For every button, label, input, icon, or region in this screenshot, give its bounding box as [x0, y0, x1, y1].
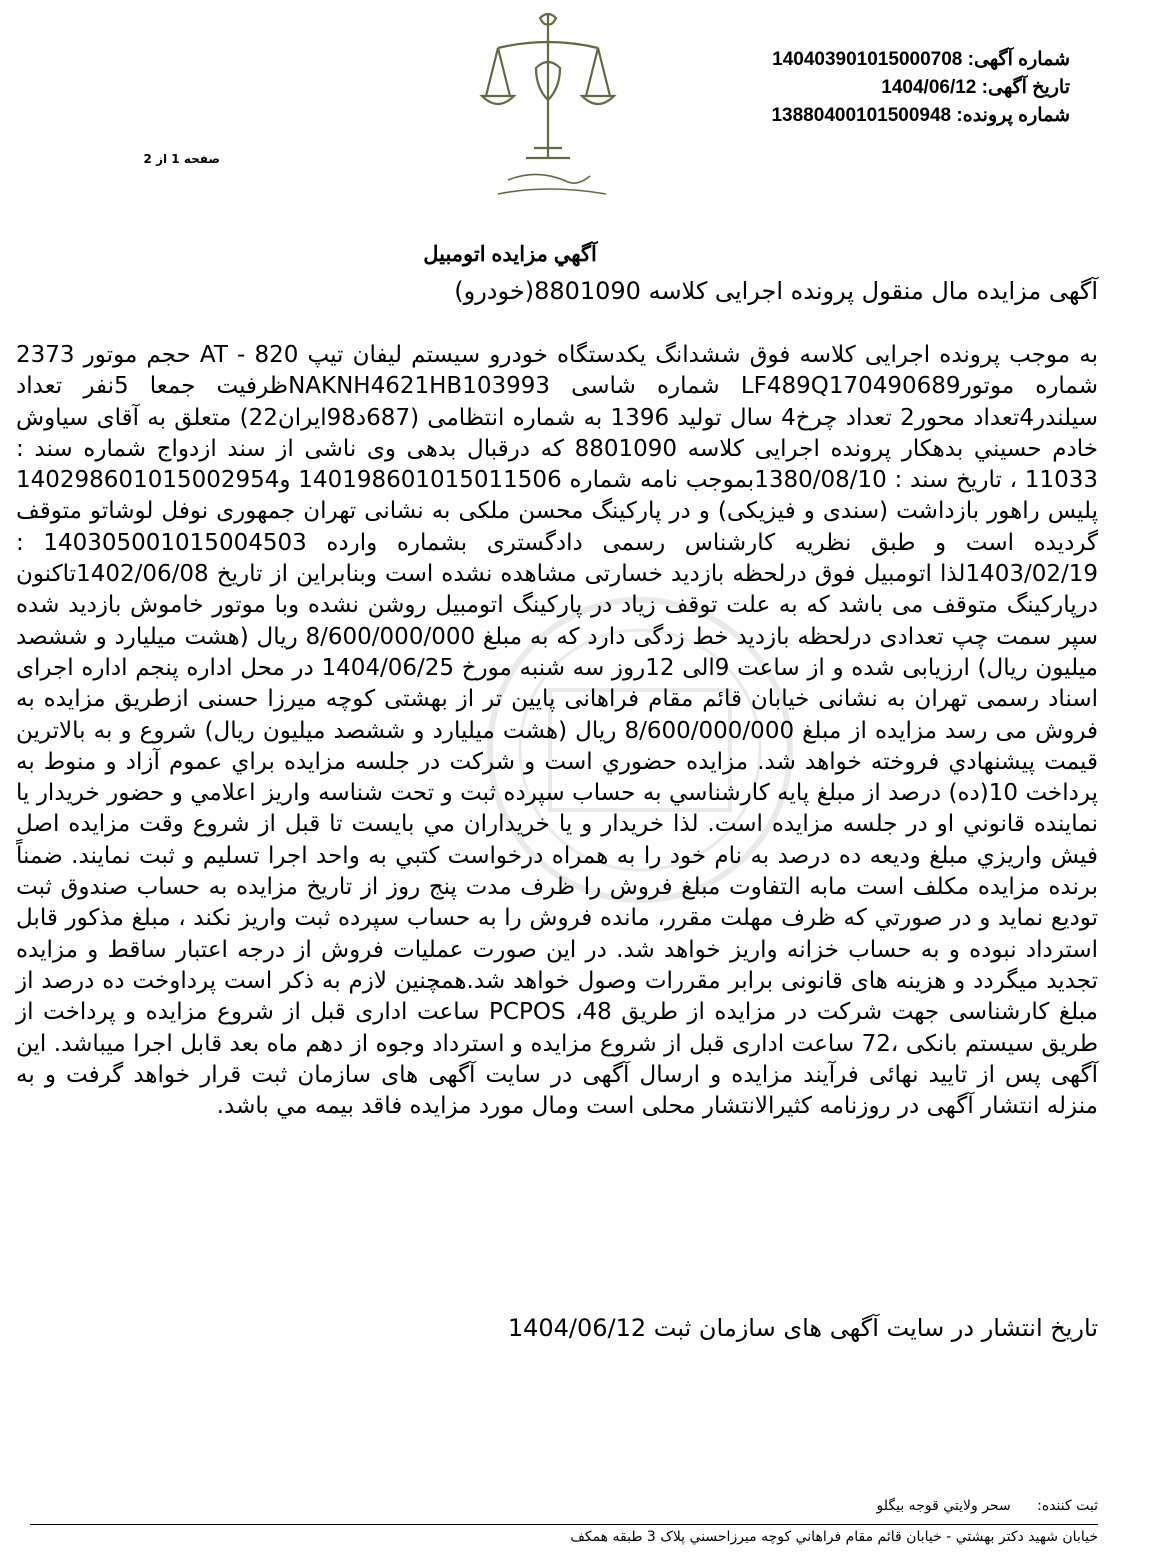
notice-subtitle: آگهی مزایده مال منقول پرونده اجرایی کلاسه 8801090(خودرو)	[454, 277, 1098, 305]
file-number-row	[600, 102, 1070, 130]
notice-number: 140403901015000708	[772, 49, 963, 70]
notice-date-label: تاریخ آگهی:	[981, 77, 1070, 98]
footer-divider	[30, 1524, 1098, 1525]
notice-date: 1404/06/12	[881, 77, 977, 98]
notice-body: به موجب پرونده اجرایی کلاسه فوق ششدانگ یکدستگاه خودرو سیستم لیفان تیپ 820 - AT حجم موتور 2373 شماره موتورLF489Q170490689 شماره شاسی NAKNH4621HB103993ظرفیت جمعا 5نفر تعداد سیلندر4تعداد محور2 تعداد چرخ4 سال تولید 1396 به شماره انتظامی (687د98ایران22) متعلق به آقای سیاوش خادم حسيني بدهکار پرونده اجرایی کلاسه 8801090 که درقبال بدهی وی ناشی از سند ازدواج شماره سند : 11033 ، تاریخ سند : 1380/08/10بموجب نامه شماره 140198601015011506 و140298601015002954 پلیس راهور بازداشت (سندی و فیزیکی) و در پارکینگ محسن ملکی به نشانی تهران جمهوری نوفل لوشاتو متوقف گردیده است و طبق نظریه کارشناس رسمی دادگستری بشماره وارده 140305001015004503 : 1403/02/19لذا اتومبیل فوق درلحظه بازدید خسارتی مشاهده نشده است وبنابراین از تاریخ 1402/06/08تاکنون درپارکینگ متوقف می باشد که به علت توقف زیاد در پارکینگ اتومبیل روشن نشده وبا موتور خاموش بازدید شده سپر سمت چپ تعدادی درلحظه بازدید خط زدگی دارد که به مبلغ 8/600/000/000 ریال (هشت میلیارد و ششصد میلیون ریال) ارزیابی شده و از ساعت 9الی 12روز سه شنبه مورخ 1404/06/25 در محل اداره پنجم اداره اجرای اسناد رسمی تهران به نشانی خیابان قائم مقام فراهانی پایین تر از بهشتی کوچه میرزا حسنی ازطریق مزایده به فروش می رسد مزایده از مبلغ 8/600/000/000 ریال (هشت میلیارد و ششصد میلیون ریال) شروع و به بالاترين قيمت پيشنهادي فروخته خواهد شد. مزايده حضوري است و شرکت در جلسه مزايده براي عموم آزاد و منوط به پرداخت 10(ده) درصد از مبلغ پايه کارشناسي به حساب سپرده ثبت و تحت شناسه واريز اعلامي و حضور خريدار يا نماينده قانوني او در جلسه مزايده است. لذا خريدار و يا خريداران مي بايست تا قبل از شروع وقت مزايده اصل فيش واريزي مبلغ وديعه ده درصد به نام خود را به همراه درخواست کتبي به واحد اجرا تسليم و ثبت نمايند. ضمناً برنده مزايده مکلف است مابه التفاوت مبلغ فروش را ظرف مدت پنج روز از تاريخ مزايده به حساب صندوق ثبت توديع نمايد و در صورتي که ظرف مهلت مقرر، مانده فروش را به حساب سپرده ثبت واريز نکند ، مبلغ مذکور قابل استرداد نبوده و به حساب خزانه واريز خواهد شد. در این صورت عملیات فروش از درجه اعتبار ساقط و مزایده تجدید میگردد و هزینه های قانونی برابر مقررات وصول خواهد شد.همچنین لازم به ذکر است پرداوخت ده درصد از مبلغ کارشناسی جهت شرکت در مزایده از طریق 48، PCPOS ساعت اداری قبل از شروع مزایده و پرداخت از طریق سیستم بانکی ،72 ساعت اداری قبل از شروع مزایده و استرداد وجوه از دهم ماه بعد قابل اجرا میباشد. این آگهی پس از تایید نهائی فرآیند مزایده و ارسال آگهی در سایت آگهی های سازمان ثبت قرار خواهد گرفت و به منزله انتشار آگهی در روزنامه کثیرالانتشار محلی است ومال مورد مزايده فاقد بيمه مي باشد.	[16, 342, 1099, 1120]
registrar-name: سحر ولايتي قوجه بيگلو	[876, 1498, 1011, 1514]
notice-date-row	[600, 74, 1070, 102]
judiciary-emblem-icon	[478, 8, 618, 198]
file-number-label: شماره پرونده:	[956, 105, 1070, 126]
publication-date: تاریخ انتشار در سایت آگهی های سازمان ثبت 1404/06/12	[507, 1314, 1098, 1342]
file-number: 13880400101500948	[771, 105, 952, 126]
notice-meta	[600, 46, 1070, 130]
registrar-label: ثبت کننده:	[1037, 1498, 1098, 1514]
registrar	[700, 1498, 1098, 1514]
page-number: صفحه 1 از 2	[143, 152, 220, 166]
notice-title: آگهي مزايده اتومبيل	[423, 243, 597, 266]
notice-number-row	[600, 46, 1070, 74]
notice-number-label: شماره آگهی:	[967, 49, 1070, 70]
office-address: خيابان شهيد دکتر بهشتي - خيابان قائم مقام فراهاني کوچه ميرزاحسني پلاک 3 طبقه همکف	[570, 1529, 1098, 1545]
